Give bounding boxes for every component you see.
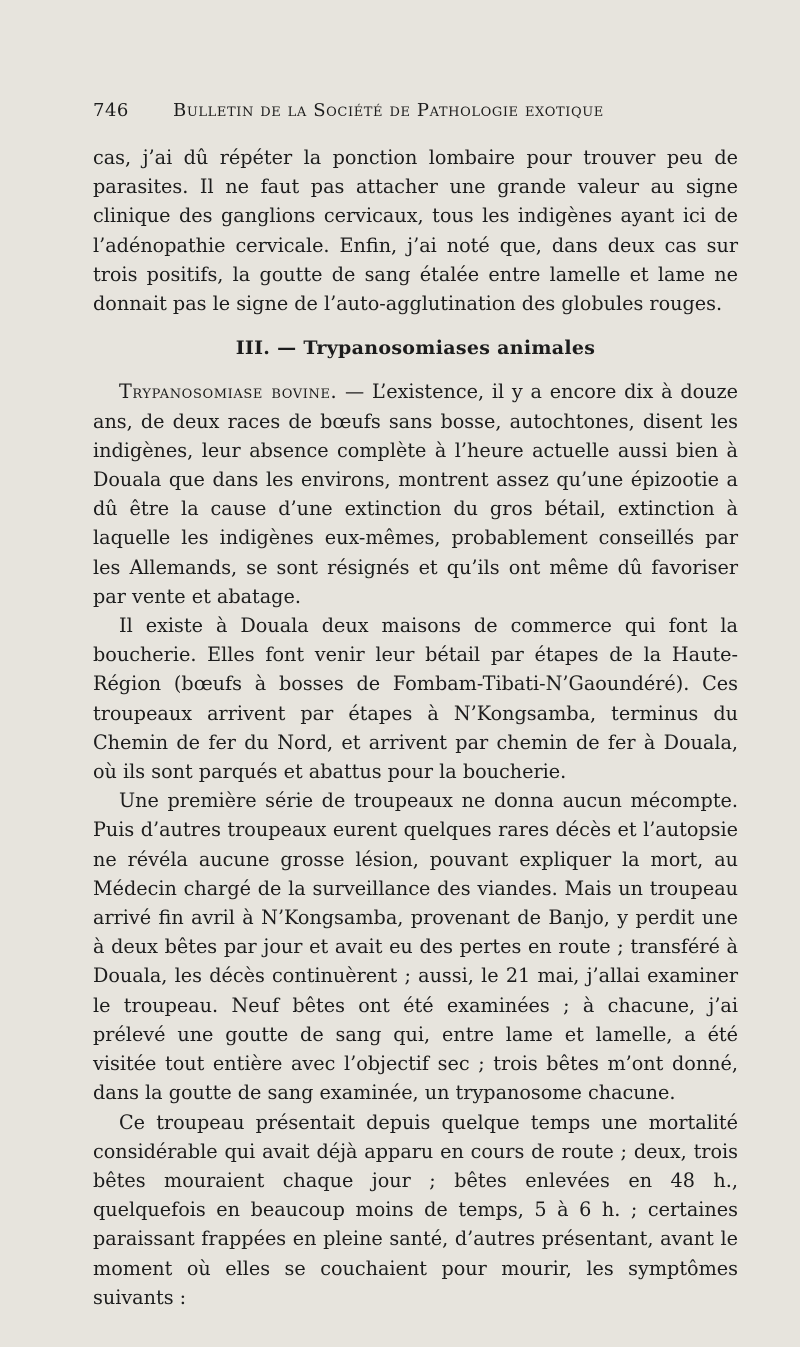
- running-header: [93, 100, 738, 121]
- body-text: [93, 143, 738, 1312]
- lead-text: — L’existence, il y a encore dix à douze ans, de deux races de bœufs sans bosse, autochtones, disent les indigènes, leur absence complète à l’heure actuelle aussi bien à Douala que dans les environs, montrent assez qu’une épizootie a dû être la cause d’une extinction du gros bétail, extinction à laquelle les indigènes eux-mêmes, probablement conseillés par les Allemands, se sont résignés et qu’ils ont même dû favoriser par vente et abatage.: [93, 380, 739, 608]
- journal-title: Bulletin de la Société de Pathologie exotique: [173, 100, 604, 121]
- paragraph-lead: [93, 377, 738, 611]
- paragraph: Il existe à Douala deux maisons de commerce qui font la boucherie. Elles font venir leur bétail par étapes de la Haute-Région (bœufs à bosses de Fombam-Tibati-N’Gaoundéré). Ces troupeaux arrivent par étapes à N’Kongsamba, terminus du Chemin de fer du Nord, et arrivent par chemin de fer à Douala, où ils sont parqués et abattus pour la boucherie.: [93, 614, 738, 784]
- page-number: 746: [93, 100, 129, 121]
- lead-small-caps: Trypanosomiase bovine.: [119, 380, 338, 404]
- paragraph-continued: cas, j’ai dû répéter la ponction lombaire pour trouver peu de parasites. Il ne faut pas attacher une grande valeur au signe clinique des ganglions cervicaux, tous les indigènes ayant ici de l’adénopathie cervicale. Enfin, j’ai noté que, dans deux cas sur trois positifs, la goutte de sang étalée entre lamelle et lame ne donnait pas le signe de l’auto-agglutination des globules rouges.: [93, 146, 738, 316]
- paragraph: Ce troupeau présentait depuis quelque temps une mortalité considérable qui avait déjà apparu en cours de route ; deux, trois bêtes mouraient chaque jour ; bêtes enlevées en 48 h., quelquefois en beaucoup moins de temps, 5 à 6 h. ; certaines paraissant frappées en pleine santé, d’autres présentant, avant le moment où elles se couchaient pour mourir, les symptômes suivants :: [93, 1110, 738, 1309]
- section-heading: III. — Trypanosomiases animales: [235, 337, 596, 360]
- paragraph: Une première série de troupeaux ne donna aucun mécompte. Puis d’autres troupeaux eurent quelques rares décès et l’autopsie ne révéla aucune grosse lésion, pouvant expliquer la mort, au Médecin chargé de la surveillance des viandes. Mais un troupeau arrivé fin avril à N’Kongsamba, provenant de Banjo, y perdit une à deux bêtes par jour et avait eu des pertes en route ; transféré à Douala, les décès continuèrent ; aussi, le 21 mai, j’allai examiner le troupeau. Neuf bêtes ont été examinées ; à chacune, j’ai prélevé une goutte de sang qui, entre lame et lamelle, a été visitée tout entière avec l’objectif sec ; trois bêtes m’ont donné, dans la goutte de sang examinée, un trypanosome chacune.: [93, 789, 738, 1105]
